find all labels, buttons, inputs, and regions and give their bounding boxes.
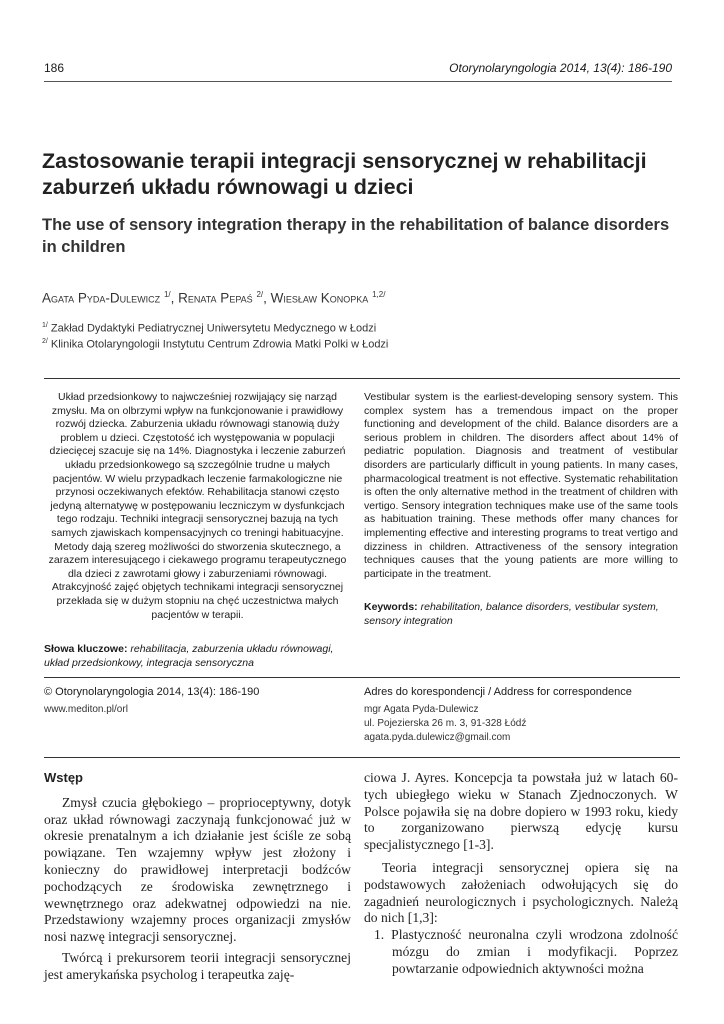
keywords-polish-label: Słowa kluczowe: <box>44 643 128 655</box>
body-column-left <box>44 770 351 984</box>
author-name: Wiesław Konopka <box>270 290 369 306</box>
abstract-top-rule <box>44 378 680 379</box>
body-paragraph: Teoria integracji sensorycznej opiera się na podstawowych założeniach odwołujących się do zagadnień neurologicznych i psychologicznych. Należą do nich [1,3]: <box>364 859 678 926</box>
body-paragraph: Twórcą i prekursorem teorii integracji sensorycznej jest amerykańska psycholog i terapeutka zaję- <box>44 949 351 982</box>
author-affiliation-mark: 1,2/ <box>372 290 386 299</box>
copyright-line: © Otorynolaryngologia 2014, 13(4): 186-190 <box>44 686 260 698</box>
keywords-polish <box>44 642 351 670</box>
correspondence-box <box>364 686 678 745</box>
title-english: The use of sensory integration therapy in the rehabilitation of balance disorders in children <box>42 216 670 256</box>
journal-citation: Otorynolaryngologia 2014, 13(4): 186-190 <box>449 61 672 75</box>
affiliation-mark: 1/ <box>42 322 48 329</box>
page-number: 186 <box>44 61 65 75</box>
section-heading: Wstęp <box>44 770 83 785</box>
body-paragraph: Zmysł czucia głębokiego – proprioceptywny, dotyk oraz układ równowagi zaczynają funkcjonować już w okresie prenatalnym a ich działanie jest ściśle ze sobą powiązane. Ten wzajemny wpływ jest złożony i konieczny do prawidłowej interpretacji bodźców pochodzących ze środowiska zewnętrznego i wewnętrznego oraz adekwatnej odpowiedzi na nie. Przedstawiony wzajemny proces organizacji zmysłów nosi nazwę integracji sensorycznej. <box>44 794 351 945</box>
author-affiliation-mark: 2/ <box>256 290 264 299</box>
author-affiliation-mark: 1/ <box>163 290 171 299</box>
abstract-polish <box>44 391 351 622</box>
keywords-english-text: rehabilitation, balance disorders, vestibular system, sensory integration <box>364 601 659 627</box>
abstract-bottom-rule <box>44 677 680 678</box>
correspondence-email[interactable]: agata.pyda.dulewicz@gmail.com <box>364 732 511 743</box>
author-name: Renata Pepaś <box>178 290 253 306</box>
affiliation-mark: 2/ <box>42 338 48 345</box>
correspondence-title: Adres do korespondencji / Address for correspondence <box>364 686 632 698</box>
journal-url[interactable]: www.mediton.pl/orl <box>44 704 128 715</box>
citation-box <box>44 686 351 717</box>
abstract-english <box>364 391 678 581</box>
abstract-polish-text: Układ przedsionkowy to najwcześniej rozwijający się narząd zmysłu. Ma on olbrzymi wpływ na funkcjonowanie i prawidłowy rozwój dziecka. Zaburzenia układu równowagi stanowią duży problem u dzieci. Częstotość ich występowania w populacji dziecięcej szacuje się na 14%. Diagnostyka i leczenie zaburzeń układu przedsionkowego są szczególnie trudne u małych pacjentów. W wielu przypadkach leczenie farmakologiczne nie przynosi oczekiwanych efektów. Rehabilitacja stanowi często jedyną alternatywę w postępowaniu leczniczym w dysfunkcjach tego rodzaju. Techniki integracji sensorycznej bazują na tych samych zjawiskach kompensacyjnych co treningi habituacyjne. Metody dają szereg możliwości do stworzenia skutecznego, a zarazem interesującego i ciekawego programu terapeutycznego dla dzieci z zawrotami głowy i zaburzeniami równowagi. Atrakcyjność zajęć objętych technikami integracji sensorycznej przekłada się w dużym stopniu na chęć uczestnictwa małych pacjentów w terapii. <box>48 391 347 621</box>
affiliation-text: Zakład Dydaktyki Pediatrycznej Uniwersytetu Medycznego w Łodzi <box>50 322 377 335</box>
body-paragraph: ciowa J. Ayres. Koncepcja ta powstała już w latach 60-tych ubiegłego wieku w Stanach Zjednoczonych. W Polsce pojawiła się na dobre dopiero w 1993 roku, kiedy to zorganizowano pierwszą edycję kursu specjalistycznego [1-3]. <box>364 770 678 853</box>
keywords-english <box>364 600 678 628</box>
list-item: 1. Plastyczność neuronalna czyli wrodzona zdolność mózgu do zmian i modyfikacji. Poprzez powtarzanie odpowiednich aktywności można <box>374 927 678 976</box>
running-header <box>44 61 672 82</box>
affiliation <box>42 338 388 351</box>
keywords-polish-text: rehabilitacja, zaburzenia układu równowagi, układ przedsionkowy, integracja sensoryczna <box>44 643 334 669</box>
author-name: Agata Pyda-Dulewicz <box>42 290 161 306</box>
affiliation-text: Klinika Otolaryngologii Instytutu Centrum Zdrowia Matki Polki w Łodzi <box>50 338 389 351</box>
keywords-english-label: Keywords: <box>364 601 418 613</box>
correspondence-address: ul. Pojezierska 26 m. 3, 91-328 Łódź <box>364 718 527 729</box>
body-top-rule <box>44 757 680 758</box>
affiliation <box>42 322 376 335</box>
title-polish: Zastosowanie terapii integracji sensorycznej w rehabilitacji zaburzeń układu równowagi u dzieci <box>42 149 647 199</box>
correspondence-name: mgr Agata Pyda-Dulewicz <box>364 704 479 715</box>
author-list: Agata Pyda-Dulewicz $^{1/}$, Renata Pepaś $^{2/}$, Wiesław Konopka $^{1,2/}$ <box>42 290 386 306</box>
body-column-right <box>364 770 678 978</box>
abstract-english-text: Vestibular system is the earliest-developing sensory system. This complex system has a tremendous impact on the proper functioning and development of the child. Balance disorders are a serious problem in children. The disorders affect about 14% of pediatric population. Diagnosis and treatment of vestibular disorders are particularly difficult in young patients. In many cases, pharmacological treatment is not effective. Systematic rehabilitation is often the only alternative method in the treatment of children with vertigo. Sensory integration techniques make use of the same tools as habituation training. These methods offer many chances for implementing effective and interesting programs to treat vertigo and dizziness in children. Attractiveness of the sensory integration techniques causes that the young patients are more willing to participate in the treatment. <box>364 391 678 580</box>
